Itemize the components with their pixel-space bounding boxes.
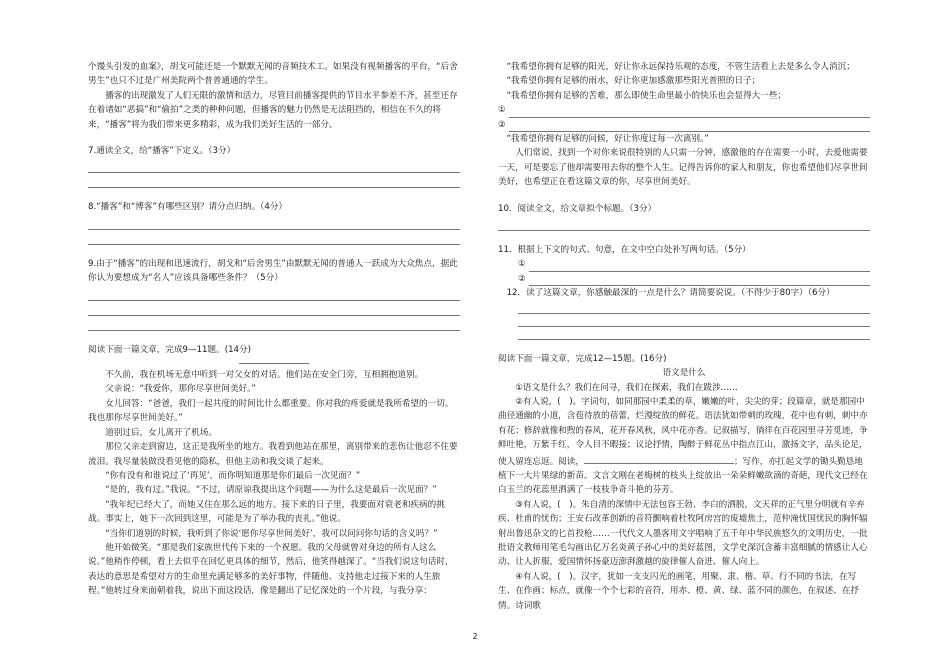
blank-marker: ① <box>498 105 506 116</box>
story-paragraph: “我希望你拥有足够的苦难，那么即使生命里最小的快乐也会显得大一些； <box>506 90 787 101</box>
answer-line <box>88 158 460 173</box>
blank-marker: ① <box>518 259 526 270</box>
question-7: 7.通读全文，给“播客”下定义。（3分） <box>88 146 236 157</box>
story-paragraph: “我希望你拥有足够的问候，好让你度过每一次离别。” <box>506 134 709 145</box>
answer-line <box>498 216 870 231</box>
story-paragraph: 父亲说：“我爱你，那你尽享世间美好。” <box>105 384 256 395</box>
essay-text: ②有人说，( )。字词句，如同那园中柔柔的草，嫩嫩的叶，尖尖的芽；段篇章，就是那园中曲径通幽的小道，含苞待放的蓓蕾，烂漫绽放的鲜花。语法犹如带刺的玫瑰，花中也有刺，刺中亦有花；修辞就像和煦的春风，花开春风秋，风中花亦香。记叙描写，徜徉在百花园里寻芳觅迹，争鲜吐艳，万紫千红，令人目不暇接；议论抒情，陶醉于鲜花丛中指点江山，激扬文字，品头论足，使人留连忘返。阅读， <box>498 396 868 467</box>
question-8: 8.“播客”和“博客”有哪些区别？请分点归纳。（4分） <box>88 202 288 213</box>
reading-instruction: 阅读下面一篇文章，完成9—11题。(14分) <box>88 344 251 355</box>
blank-marker: ② <box>518 273 526 284</box>
story-paragraph: “是的，我有过。”我说。“不过，请原谅我提出这个问题——为什么这是最后一次见面？” <box>105 485 437 496</box>
blank-marker: ② <box>498 119 506 130</box>
answer-line <box>88 215 460 230</box>
story-paragraph: “我年纪已经大了，而她又住在那么远的地方。接下来的日子里，我要面对衰老和疾病的挑战。事实上，她下一次回到这里，可能是为了举办我的丧礼。”他说。 <box>88 499 445 525</box>
question-10: 10．阅读全文，给文章拟个标题。（3分） <box>498 203 657 214</box>
divider <box>239 363 309 364</box>
question-9: 9.由于“播客”的出现和迅速流行，胡戈和“后舍男生”由默默无闻的普通人一跃成为大众焦点，据此你认为要想成为“名人”应该具备哪些条件？（5分） <box>88 258 458 284</box>
essay-paragraph: ③有人说，( )。朱自清的深情中无法包容王勃、李白的洒脱，文天祥的正气里分明就有辛弃疾、杜甫的忧伤；王安石改革创新的音符颤响着杜牧阿房宫的废墟焦土，范仲淹忧国忧民的胸怀辐射出鲁迅杂文的匕首投枪……一代代文人墨客用文字唱响了五千年中华民族悠久的文明历史，一批批语文教师用笔毛勾画出亿万名炎黄子孙心中的美好蓝图，文学史深沉含蓄丰富细腻的情感让人心动、让人折服，爱国情怀扬豪迈澎湃激越的旋律催人奋进、催人向上。 <box>498 499 868 568</box>
blank-line <box>529 260 870 272</box>
answer-line-11b[interactable] <box>518 272 870 286</box>
story-paragraph: 道别过后，女儿离开了机场。 <box>105 427 217 438</box>
question-11: 11．根据上下文的句式、句意，在文中空白处补写两句话。（5分） <box>498 245 751 256</box>
story-paragraph: 人们常说，找到一个对你来说很特别的人只需一分钟，感激他的存在需要一小时，去爱他需要一天，可是要忘了他却需要用去你的整个人生。记得告诉你的家人和朋友，你也希望他们尽享世间美好，也希望正在看这篇文章的你，尽享世间美好。 <box>498 148 868 188</box>
reading-instruction: 阅读下面一篇文章，完成12—15题。(16分) <box>498 353 667 364</box>
story-paragraph: 女儿回答：“爸爸，我们一起共度的时间比什么都重要。你对我的疼爱就是我所希望的一切。我也那你尽享世间美好。” <box>88 398 454 424</box>
left-column <box>88 60 460 599</box>
essay-paragraph: ④有人说，( )。汉字，犹如一支支闪光的画笔，用聚、隶、楷、草、行不同的书法，在写生、在作画；标点，就像一个个七彩的音符，用赤、橙、黄、绿、蓝不同的颜色，在叙述、在抒情。诗词歌 <box>498 571 859 611</box>
right-column <box>498 60 870 613</box>
fill-blank-1[interactable] <box>498 103 870 117</box>
blank-line <box>509 106 870 118</box>
answer-line-11a[interactable] <box>518 257 870 271</box>
paragraph: 播客的出现激发了人们无限的激情和活力，尽管目前播客提供的节目水平参差不齐，甚至还存在着诸如“恶搞”和“偷拍”之类的种种问题，但播客的魅力仍然是无法阻挡的，相信在不久的将来，“播客”将为我们带来更多精彩，成为我们美好生活的一部分。 <box>88 90 458 130</box>
story-paragraph: “你有没有和谁说过了‘再见’，而你明知道那是你们最后一次见面？” <box>105 470 361 481</box>
fill-blank-2[interactable] <box>498 118 870 132</box>
story-paragraph: “我希望你拥有足够的雨水，好让你更加感激那些阳光普照的日子； <box>506 76 761 87</box>
blank-line <box>509 120 870 132</box>
inline-blank[interactable] <box>584 453 734 464</box>
answer-line <box>88 316 460 331</box>
story-paragraph: “当你们道别的时候，我听到了你说‘愿你尽享世间美好’，我可以问问你句话的含义吗？” <box>105 528 438 539</box>
story-paragraph: “我希望你拥有足够的阳光，好让你永远保持乐观的态度，不管生活看上去是多么令人消沉； <box>506 62 855 72</box>
essay-text: ；写作，亦扛起文学的锄头勤恳地植下一大片果绿的新苗。文言文刚在老梅树的枝头上绽放出一朵朵鲜嫩欲滴的奇葩，现代文已经在白玉兰的花蕊里洒满了一枝枝争奇斗艳的芬芳。 <box>498 456 868 496</box>
answer-line <box>518 314 870 327</box>
essay-paragraph: ①语文是什么？我们在问寻，我们在探索，我们在跋涉…… <box>515 382 738 393</box>
question-12: 12．读了这篇文章，你感触最深的一点是什么？请简要说说。（不得少于80字）（6分） <box>506 288 835 299</box>
answer-line <box>88 230 460 245</box>
answer-line <box>518 327 870 340</box>
answer-line <box>88 301 460 316</box>
story-paragraph: 他开始微笑。“那是我们家族世代传下来的一个祝愿。我的父母就曾对身边的所有人这么说。”他稍作停顿，看上去似乎在回忆更具体的细节，然后，他笑得越深了。“当我们说这句话时，表达的意思是希望对方的生命里充满足够多的美好事物，伴随他、支持他走过接下来的人生旅程。”他转过身来面朝着我，说出下面这段话，像是翻出了记忆深处的一个片段，与我分享： <box>88 542 454 597</box>
paragraph: 个馒头引发的血案》，胡戈可能还是一个默默无闻的音频技术工。如果没有视频播客的平台，“后舍男生”也只不过是广州美院两个普普通通的学生。 <box>88 62 458 87</box>
essay-title: 语文是什么 <box>662 368 706 379</box>
answer-line <box>88 286 460 301</box>
blank-line <box>529 274 870 286</box>
essay-paragraph <box>498 395 870 498</box>
answer-line <box>88 173 460 188</box>
answer-line <box>518 301 870 314</box>
story-paragraph: 那位父亲走到窗边，这正是我所坐的地方。我看到他站在那里，离别带来的悲伤让他忍不住要流泪。我尽量装做没看见他的隐私，但他主动和我交谈了起来。 <box>88 442 458 467</box>
story-paragraph: 不久前，我在机场无意中听到一对父女的对话。他们站在安全门旁，互相拥抱道别。 <box>105 370 424 381</box>
page-number: 2 <box>472 632 478 641</box>
